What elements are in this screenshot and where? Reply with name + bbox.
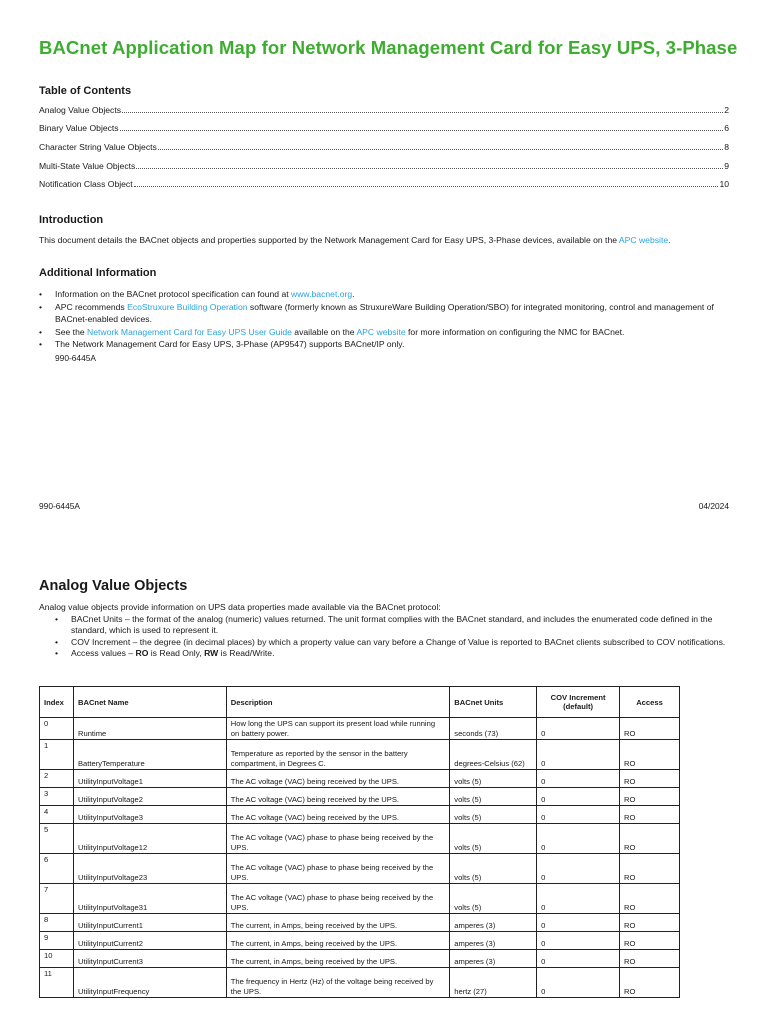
bullet-text: APC recommends bbox=[55, 301, 128, 312]
cell-index: 3 bbox=[40, 788, 74, 806]
cell-access: RO bbox=[620, 788, 680, 806]
bullet-text: is Read/Write. bbox=[218, 648, 275, 659]
cell-name: UtilityInputCurrent3 bbox=[73, 950, 226, 968]
table-row bbox=[40, 806, 680, 824]
cell-cov: 0 bbox=[537, 932, 620, 950]
analog-section-title: Analog Value Objects bbox=[39, 578, 188, 594]
cell-units: volts (5) bbox=[450, 806, 537, 824]
toc-entry-page: 6 bbox=[724, 123, 729, 133]
cell-cov: 0 bbox=[537, 770, 620, 788]
table-row bbox=[40, 770, 680, 788]
analog-intro bbox=[39, 602, 739, 660]
page-title: BACnet Application Map for Network Management Card for Easy UPS, 3-Phase bbox=[39, 37, 738, 58]
cell-cov: 0 bbox=[537, 718, 620, 740]
table-header-row bbox=[40, 687, 680, 718]
table-row bbox=[40, 718, 680, 740]
list-item bbox=[39, 326, 719, 339]
cell-units: amperes (3) bbox=[450, 950, 537, 968]
cell-units: volts (5) bbox=[450, 854, 537, 884]
cell-cov: 0 bbox=[537, 914, 620, 932]
cell-description: Temperature as reported by the sensor in the battery compartment, in Degrees C. bbox=[226, 740, 450, 770]
cell-description: The AC voltage (VAC) phase to phase being received by the UPS. bbox=[226, 854, 450, 884]
toc-entry-page: 8 bbox=[724, 142, 729, 152]
cell-name: UtilityInputVoltage1 bbox=[73, 770, 226, 788]
table-row bbox=[40, 824, 680, 854]
toc-heading: Table of Contents bbox=[39, 85, 132, 97]
bullet-text: See the bbox=[55, 326, 88, 337]
cell-access: RO bbox=[620, 914, 680, 932]
cell-name: UtilityInputVoltage31 bbox=[73, 884, 226, 914]
cell-description: The current, in Amps, being received by the UPS. bbox=[226, 932, 450, 950]
toc-entry[interactable] bbox=[39, 142, 729, 154]
cell-index: 9 bbox=[40, 932, 74, 950]
cell-index: 4 bbox=[40, 806, 74, 824]
toc-entry-page: 10 bbox=[719, 179, 729, 189]
cell-access: RO bbox=[620, 884, 680, 914]
cell-index: 0 bbox=[40, 718, 74, 740]
cell-name: UtilityInputVoltage23 bbox=[73, 854, 226, 884]
cell-description: The current, in Amps, being received by the UPS. bbox=[226, 950, 450, 968]
cell-description: The current, in Amps, being received by the UPS. bbox=[226, 914, 450, 932]
toc-entry-label: Binary Value Objects bbox=[39, 123, 119, 133]
column-header: Index bbox=[40, 687, 74, 718]
cell-access: RO bbox=[620, 950, 680, 968]
cell-description: The AC voltage (VAC) being received by the UPS. bbox=[226, 788, 450, 806]
cell-units: amperes (3) bbox=[450, 932, 537, 950]
cell-cov: 0 bbox=[537, 950, 620, 968]
intro-text-end: . bbox=[668, 235, 671, 245]
toc-entry-label: Analog Value Objects bbox=[39, 105, 122, 115]
additional-info-heading: Additional Information bbox=[39, 267, 157, 279]
cell-cov: 0 bbox=[537, 968, 620, 998]
cell-units: degrees-Celsius (62) bbox=[450, 740, 537, 770]
toc-entry[interactable] bbox=[39, 105, 729, 117]
bullet-text: software (formerly known as StruxureWare Building Operation/SBO) for integrated monitoring, control and management of BACnet-enabled devices. bbox=[55, 301, 714, 325]
cell-cov: 0 bbox=[537, 884, 620, 914]
cell-index: 11 bbox=[40, 968, 74, 998]
additional-info-list bbox=[39, 288, 719, 351]
list-item bbox=[39, 338, 719, 351]
cell-description: How long the UPS can support its present load while running on battery power. bbox=[226, 718, 450, 740]
cell-name: UtilityInputFrequency bbox=[73, 968, 226, 998]
toc-entry[interactable] bbox=[39, 179, 729, 191]
table-row bbox=[40, 968, 680, 998]
cell-index: 5 bbox=[40, 824, 74, 854]
column-header: Access bbox=[620, 687, 680, 718]
cell-cov: 0 bbox=[537, 824, 620, 854]
bullet-text: available on the bbox=[291, 326, 357, 337]
cell-index: 2 bbox=[40, 770, 74, 788]
toc-entry-label: Multi-State Value Objects bbox=[39, 161, 136, 171]
toc-entry-label: Character String Value Objects bbox=[39, 142, 157, 152]
cell-index: 7 bbox=[40, 884, 74, 914]
table-row bbox=[40, 854, 680, 884]
cell-index: 1 bbox=[40, 740, 74, 770]
cell-access: RO bbox=[620, 968, 680, 998]
list-item: • COV Increment – the degree (in decimal places) by which a property value can vary before a Change of Value is reported to BACnet clients subscribed to COV notifications. bbox=[55, 637, 729, 649]
apc-website-link[interactable]: APC website bbox=[356, 326, 406, 337]
column-header: COV Increment (default) bbox=[537, 687, 620, 718]
cell-units: volts (5) bbox=[450, 824, 537, 854]
cell-name: BatteryTemperature bbox=[73, 740, 226, 770]
cell-access: RO bbox=[620, 740, 680, 770]
cell-access: RO bbox=[620, 824, 680, 854]
analog-bullets bbox=[39, 614, 729, 660]
ecostruxure-link[interactable]: EcoStruxure Building Operation bbox=[127, 301, 248, 312]
cell-name: UtilityInputVoltage12 bbox=[73, 824, 226, 854]
bullet-text: . bbox=[352, 289, 355, 299]
intro-text-start: This document details the BACnet objects and properties supported by the Network Management Card for Easy UPS, 3-Phase devices, available on the bbox=[39, 235, 619, 245]
cell-access: RO bbox=[620, 806, 680, 824]
cell-units: volts (5) bbox=[450, 770, 537, 788]
cell-index: 10 bbox=[40, 950, 74, 968]
toc-entry-page: 9 bbox=[724, 161, 729, 171]
user-guide-link[interactable]: Network Management Card for Easy UPS User Guide bbox=[87, 326, 292, 337]
cell-name: Runtime bbox=[73, 718, 226, 740]
cell-index: 8 bbox=[40, 914, 74, 932]
toc-entry[interactable] bbox=[39, 123, 729, 135]
list-item bbox=[39, 288, 719, 301]
cell-name: UtilityInputCurrent2 bbox=[73, 932, 226, 950]
list-item bbox=[55, 648, 729, 660]
cell-index: 6 bbox=[40, 854, 74, 884]
doc-code: 990-6445A bbox=[55, 353, 96, 363]
list-item bbox=[39, 301, 719, 326]
cell-name: UtilityInputVoltage2 bbox=[73, 788, 226, 806]
table-row bbox=[40, 932, 680, 950]
cell-name: UtilityInputVoltage3 bbox=[73, 806, 226, 824]
list-item: • BACnet Units – the format of the analog (numeric) values returned. The unit format complies with the BACnet standard, and includes the enumerated code defined in the standard, which is used to represent it. bbox=[55, 614, 729, 637]
bullet-text: The Network Management Card for Easy UPS, 3-Phase (AP9547) supports BACnet/IP only. bbox=[55, 339, 405, 350]
cell-description: The AC voltage (VAC) being received by the UPS. bbox=[226, 806, 450, 824]
ro-term: RO bbox=[135, 648, 149, 659]
column-header: Description bbox=[226, 687, 450, 718]
table-row bbox=[40, 740, 680, 770]
table-row bbox=[40, 950, 680, 968]
table-row bbox=[40, 788, 680, 806]
footer-date: 04/2024 bbox=[698, 501, 729, 511]
cell-access: RO bbox=[620, 854, 680, 884]
toc-entry[interactable] bbox=[39, 161, 729, 173]
table-row bbox=[40, 914, 680, 932]
apc-website-link[interactable]: APC website bbox=[618, 235, 669, 245]
cell-name: UtilityInputCurrent1 bbox=[73, 914, 226, 932]
analog-objects-table bbox=[39, 686, 680, 998]
cell-description: The AC voltage (VAC) phase to phase being received by the UPS. bbox=[226, 824, 450, 854]
column-header: BACnet Units bbox=[450, 687, 537, 718]
cell-access: RO bbox=[620, 932, 680, 950]
cell-cov: 0 bbox=[537, 788, 620, 806]
toc-entry-label: Notification Class Object bbox=[39, 179, 133, 189]
rw-term: RW bbox=[204, 648, 219, 659]
cell-cov: 0 bbox=[537, 854, 620, 884]
footer-doc-number: 990-6445A bbox=[39, 501, 80, 511]
bullet-text: is Read Only, bbox=[148, 648, 205, 659]
analog-intro-text: Analog value objects provide information on UPS data properties made available via the BACnet protocol: bbox=[39, 602, 441, 612]
cell-description: The frequency in Hertz (Hz) of the voltage being received by the UPS. bbox=[226, 968, 450, 998]
cell-access: RO bbox=[620, 770, 680, 788]
introduction-heading: Introduction bbox=[39, 214, 104, 226]
cell-description: The AC voltage (VAC) phase to phase being received by the UPS. bbox=[226, 884, 450, 914]
cell-units: volts (5) bbox=[450, 788, 537, 806]
cell-units: amperes (3) bbox=[450, 914, 537, 932]
table-row bbox=[40, 884, 680, 914]
cell-cov: 0 bbox=[537, 806, 620, 824]
bullet-text: Access values – bbox=[71, 648, 136, 659]
bullet-text: for more information on configuring the NMC for BACnet. bbox=[405, 326, 625, 337]
cell-units: seconds (73) bbox=[450, 718, 537, 740]
cell-units: volts (5) bbox=[450, 884, 537, 914]
introduction-text bbox=[39, 235, 671, 245]
cell-access: RO bbox=[620, 718, 680, 740]
toc-entry-page: 2 bbox=[724, 105, 729, 115]
cell-description: The AC voltage (VAC) being received by the UPS. bbox=[226, 770, 450, 788]
bacnet-org-link[interactable]: www.bacnet.org bbox=[291, 289, 353, 299]
column-header: BACnet Name bbox=[73, 687, 226, 718]
bullet-text: Information on the BACnet protocol specification can found at bbox=[55, 289, 291, 299]
cell-cov: 0 bbox=[537, 740, 620, 770]
cell-units: hertz (27) bbox=[450, 968, 537, 998]
